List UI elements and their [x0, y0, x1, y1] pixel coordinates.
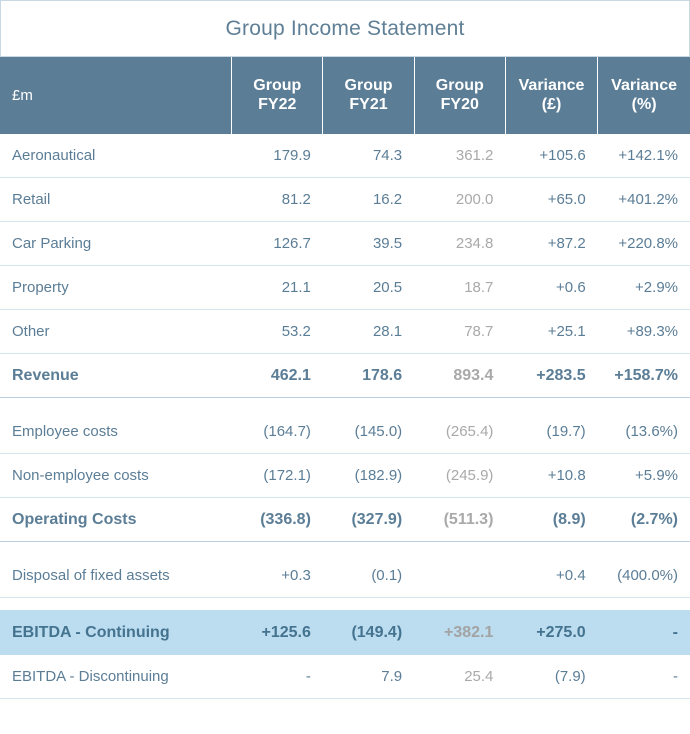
cell-fy22: (164.7) [232, 410, 323, 454]
cell-fy20: 234.8 [414, 222, 505, 266]
cell-variance-pct: +89.3% [598, 310, 690, 354]
cell-variance-pct: (2.7%) [598, 498, 690, 542]
cell-variance-pct: (13.6%) [598, 410, 690, 454]
cell-variance-abs: +0.6 [505, 266, 597, 310]
row-label: EBITDA - Continuing [0, 611, 232, 655]
cell-fy21: (182.9) [323, 454, 414, 498]
column-header-fy22 [232, 57, 323, 134]
cell-fy20: 893.4 [414, 354, 505, 398]
cell-fy21: (149.4) [323, 611, 414, 655]
row-label: Employee costs [0, 410, 232, 454]
spacer-cell [0, 542, 232, 555]
column-header-fy22-line2: FY22 [258, 95, 297, 113]
cell-variance-abs: (19.7) [505, 410, 597, 454]
row-spacer [0, 398, 690, 411]
row-label: Operating Costs [0, 498, 232, 542]
spacer-cell [323, 542, 414, 555]
table-header-row [0, 57, 690, 134]
cell-fy22: 126.7 [232, 222, 323, 266]
cell-fy22: 53.2 [232, 310, 323, 354]
column-header-variance-abs-line2: (£) [541, 95, 562, 113]
cell-variance-pct: (400.0%) [598, 554, 690, 598]
page-title: Group Income Statement [225, 16, 465, 40]
table-row [0, 178, 690, 222]
cell-fy22: - [232, 655, 323, 699]
table-row [0, 134, 690, 178]
table-row [0, 266, 690, 310]
cell-fy21: 16.2 [323, 178, 414, 222]
spacer-cell [0, 398, 232, 411]
row-label: Other [0, 310, 232, 354]
cell-variance-abs: +105.6 [505, 134, 597, 178]
cell-variance-pct: +401.2% [598, 178, 690, 222]
table-row [0, 554, 690, 598]
row-spacer [0, 598, 690, 611]
cell-fy22: +0.3 [232, 554, 323, 598]
column-header-variance-abs [505, 57, 597, 134]
spacer-cell [0, 598, 232, 611]
table-row [0, 454, 690, 498]
spacer-cell [414, 398, 505, 411]
cell-fy21: (145.0) [323, 410, 414, 454]
cell-variance-abs: (7.9) [505, 655, 597, 699]
cell-variance-abs: +25.1 [505, 310, 597, 354]
cell-variance-abs: +10.8 [505, 454, 597, 498]
table-header [0, 57, 690, 134]
cell-fy21: 20.5 [323, 266, 414, 310]
column-header-variance-pct [598, 57, 690, 134]
spacer-cell [232, 598, 323, 611]
column-header-fy21-line1: Group [344, 76, 393, 94]
column-header-fy21-line2: FY21 [349, 95, 388, 113]
row-label: Disposal of fixed assets [0, 554, 232, 598]
table-row-total-revenue [0, 354, 690, 398]
cell-fy21: 178.6 [323, 354, 414, 398]
cell-fy21: 39.5 [323, 222, 414, 266]
spacer-cell [323, 598, 414, 611]
cell-variance-pct: +142.1% [598, 134, 690, 178]
table-row-total-operating-costs [0, 498, 690, 542]
column-header-fy20-line1: Group [435, 76, 484, 94]
title-bar [0, 0, 690, 57]
column-header-variance-pct-line2: (%) [631, 95, 657, 113]
cell-variance-pct: +5.9% [598, 454, 690, 498]
table-row [0, 410, 690, 454]
cell-fy22: (336.8) [232, 498, 323, 542]
table-row [0, 222, 690, 266]
spacer-cell [598, 542, 690, 555]
cell-fy20: 200.0 [414, 178, 505, 222]
cell-fy21: 28.1 [323, 310, 414, 354]
table-row-ebitda-discontinuing [0, 655, 690, 699]
cell-variance-pct: +158.7% [598, 354, 690, 398]
row-label: EBITDA - Discontinuing [0, 655, 232, 699]
cell-fy22: (172.1) [232, 454, 323, 498]
cell-fy21: (0.1) [323, 554, 414, 598]
cell-variance-pct: +220.8% [598, 222, 690, 266]
cell-fy21: (327.9) [323, 498, 414, 542]
cell-fy20: +382.1 [414, 611, 505, 655]
cell-fy22: 81.2 [232, 178, 323, 222]
cell-fy21: 74.3 [323, 134, 414, 178]
cell-fy22: 21.1 [232, 266, 323, 310]
spacer-cell [323, 398, 414, 411]
cell-fy21: 7.9 [323, 655, 414, 699]
spacer-cell [232, 542, 323, 555]
spacer-cell [414, 598, 505, 611]
income-statement-table [0, 57, 690, 699]
cell-fy20: 18.7 [414, 266, 505, 310]
column-header-fy20-line2: FY20 [440, 95, 479, 113]
spacer-cell [598, 398, 690, 411]
cell-fy20: (245.9) [414, 454, 505, 498]
column-header-fy20 [414, 57, 505, 134]
column-header-units [0, 57, 232, 134]
cell-fy20: (511.3) [414, 498, 505, 542]
row-label: Car Parking [0, 222, 232, 266]
row-label: Revenue [0, 354, 232, 398]
spacer-cell [505, 598, 597, 611]
cell-variance-abs: +275.0 [505, 611, 597, 655]
cell-fy20: 78.7 [414, 310, 505, 354]
column-header-fy22-line1: Group [253, 76, 302, 94]
row-label: Retail [0, 178, 232, 222]
table-row-ebitda-continuing [0, 611, 690, 655]
cell-variance-pct: - [598, 611, 690, 655]
table-row [0, 310, 690, 354]
cell-variance-abs: +0.4 [505, 554, 597, 598]
column-header-variance-abs-line1: Variance [518, 76, 585, 94]
row-label: Property [0, 266, 232, 310]
column-header-fy21 [323, 57, 414, 134]
cell-variance-abs: +65.0 [505, 178, 597, 222]
cell-fy20: 361.2 [414, 134, 505, 178]
cell-variance-abs: +87.2 [505, 222, 597, 266]
spacer-cell [505, 542, 597, 555]
cell-fy20 [414, 554, 505, 598]
cell-fy22: +125.6 [232, 611, 323, 655]
spacer-cell [598, 598, 690, 611]
cell-fy22: 179.9 [232, 134, 323, 178]
cell-fy20: (265.4) [414, 410, 505, 454]
spacer-cell [414, 542, 505, 555]
spacer-cell [232, 398, 323, 411]
column-header-variance-pct-line1: Variance [611, 76, 677, 94]
cell-fy20: 25.4 [414, 655, 505, 699]
row-spacer [0, 542, 690, 555]
cell-variance-abs: (8.9) [505, 498, 597, 542]
row-label: Non-employee costs [0, 454, 232, 498]
cell-variance-abs: +283.5 [505, 354, 597, 398]
table-body [0, 134, 690, 699]
row-label: Aeronautical [0, 134, 232, 178]
spacer-cell [505, 398, 597, 411]
cell-variance-pct: - [598, 655, 690, 699]
column-header-units-line1: £m [12, 86, 33, 104]
cell-variance-pct: +2.9% [598, 266, 690, 310]
cell-fy22: 462.1 [232, 354, 323, 398]
